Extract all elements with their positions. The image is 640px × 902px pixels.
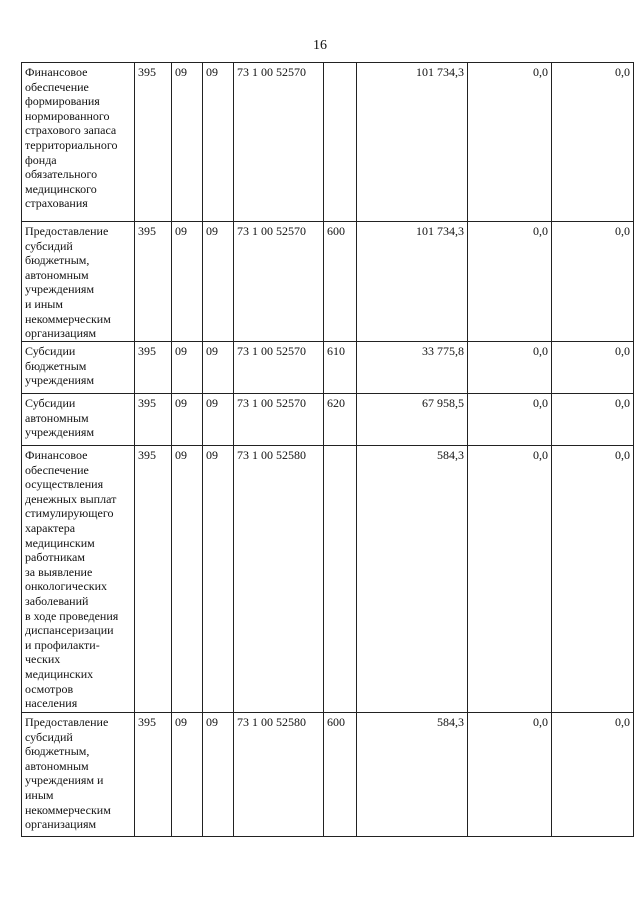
page-number: 16 <box>313 38 327 53</box>
amount-1: 101 734,3 <box>357 222 468 342</box>
ministry-code: 395 <box>135 394 172 446</box>
row-name: Субсидии автономным учреждениям <box>22 394 135 446</box>
expense-type-code <box>324 63 357 222</box>
ministry-code: 395 <box>135 446 172 713</box>
expense-type-code: 600 <box>324 713 357 837</box>
amount-3: 0,0 <box>552 713 634 837</box>
subsection-code: 09 <box>203 63 234 222</box>
target-code: 73 1 00 52570 <box>234 342 324 394</box>
target-code: 73 1 00 52570 <box>234 222 324 342</box>
expense-type-code <box>324 446 357 713</box>
table-row <box>22 222 634 342</box>
amount-3: 0,0 <box>552 394 634 446</box>
subsection-code: 09 <box>203 342 234 394</box>
table-row <box>22 342 634 394</box>
budget-table <box>21 62 634 837</box>
amount-2: 0,0 <box>468 342 552 394</box>
amount-3: 0,0 <box>552 222 634 342</box>
target-code: 73 1 00 52580 <box>234 446 324 713</box>
amount-1: 67 958,5 <box>357 394 468 446</box>
row-name: Предоставление субсидий бюджетным, автономным учреждениям и иным некоммерческим организациям <box>22 713 135 837</box>
target-code: 73 1 00 52570 <box>234 63 324 222</box>
expense-type-code: 620 <box>324 394 357 446</box>
table-row <box>22 394 634 446</box>
row-name: Предоставление субсидий бюджетным, автономным учреждениям и иным некоммерческим организациям <box>22 222 135 342</box>
section-code: 09 <box>172 394 203 446</box>
subsection-code: 09 <box>203 713 234 837</box>
section-code: 09 <box>172 222 203 342</box>
amount-2: 0,0 <box>468 446 552 713</box>
amount-1: 101 734,3 <box>357 63 468 222</box>
section-code: 09 <box>172 63 203 222</box>
ministry-code: 395 <box>135 222 172 342</box>
section-code: 09 <box>172 713 203 837</box>
row-name: Субсидии бюджетным учреждениям <box>22 342 135 394</box>
subsection-code: 09 <box>203 222 234 342</box>
amount-2: 0,0 <box>468 394 552 446</box>
table-body <box>22 63 634 837</box>
amount-2: 0,0 <box>468 63 552 222</box>
table-row <box>22 63 634 222</box>
amount-3: 0,0 <box>552 63 634 222</box>
expense-type-code: 600 <box>324 222 357 342</box>
section-code: 09 <box>172 342 203 394</box>
subsection-code: 09 <box>203 446 234 713</box>
amount-1: 584,3 <box>357 713 468 837</box>
amount-1: 33 775,8 <box>357 342 468 394</box>
row-name: Финансовое обеспечение формирования нормированного страхового запаса территориального фонда обязательного медицинского страхования <box>22 63 135 222</box>
ministry-code: 395 <box>135 713 172 837</box>
section-code: 09 <box>172 446 203 713</box>
amount-3: 0,0 <box>552 446 634 713</box>
row-name: Финансовое обеспечение осуществления денежных выплат стимулирующего характера медицинским работникам за выявление онкологических заболеваний в ходе проведения диспансеризации и профилакти- ческих медицинских осмотров населения <box>22 446 135 713</box>
table-row <box>22 713 634 837</box>
amount-1: 584,3 <box>357 446 468 713</box>
ministry-code: 395 <box>135 342 172 394</box>
target-code: 73 1 00 52580 <box>234 713 324 837</box>
amount-2: 0,0 <box>468 713 552 837</box>
amount-3: 0,0 <box>552 342 634 394</box>
target-code: 73 1 00 52570 <box>234 394 324 446</box>
table-row <box>22 446 634 713</box>
ministry-code: 395 <box>135 63 172 222</box>
amount-2: 0,0 <box>468 222 552 342</box>
subsection-code: 09 <box>203 394 234 446</box>
expense-type-code: 610 <box>324 342 357 394</box>
